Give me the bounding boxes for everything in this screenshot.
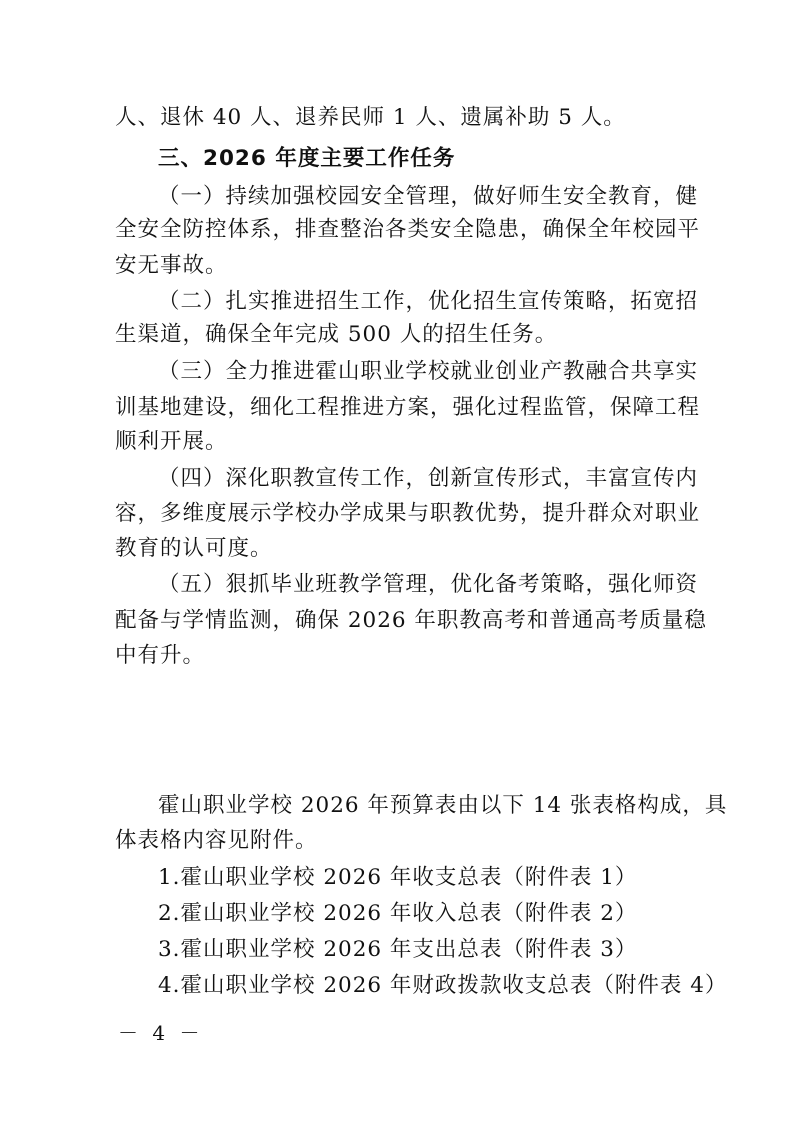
- body-text-line: 生渠道，确保全年完成 500 人的招生任务。: [115, 322, 558, 347]
- body-text-line: 人、退休 40 人、退养民师 1 人、遗属补助 5 人。: [115, 105, 626, 130]
- body-text-line: （三）全力推进霍山职业学校就业创业产教融合共享实: [158, 359, 699, 384]
- body-text-line: 教育的认可度。: [115, 536, 273, 561]
- body-text-line: 训基地建设，细化工程推进方案，强化过程监管，保障工程: [115, 395, 701, 420]
- attachment-list-item: 3.霍山职业学校 2026 年支出总表（附件表 3）: [158, 937, 638, 962]
- body-text-line: （五）狠抓毕业班教学管理，优化备考策略，强化师资: [158, 572, 699, 597]
- body-text-line: （四）深化职教宣传工作，创新宣传形式，丰富宣传内: [158, 466, 699, 491]
- body-text-line: 霍山职业学校 2026 年预算表由以下 14 张表格构成，具: [158, 793, 728, 818]
- attachment-list-item: 1.霍山职业学校 2026 年收支总表（附件表 1）: [158, 865, 638, 890]
- body-text-line: 配备与学情监测，确保 2026 年职教高考和普通高考质量稳: [115, 608, 707, 633]
- body-text-line: 体表格内容见附件。: [115, 828, 318, 853]
- body-text-line: 中有升。: [115, 643, 206, 668]
- section-heading: 三、2026 年度主要工作任务: [158, 146, 456, 171]
- body-text-line: 顺利开展。: [115, 429, 228, 454]
- attachment-list-item: 4.霍山职业学校 2026 年财政拨款收支总表（附件表 4）: [158, 973, 728, 998]
- body-text-line: 容，多维度展示学校办学成果与职教优势，提升群众对职业: [115, 501, 701, 526]
- attachment-list-item: 2.霍山职业学校 2026 年收入总表（附件表 2）: [158, 901, 638, 926]
- page-number: － 4 －: [118, 1021, 204, 1045]
- body-text-line: （一）持续加强校园安全管理，做好师生安全教育，健: [158, 184, 699, 209]
- body-text-line: （二）扎实推进招生工作，优化招生宣传策略，拓宽招: [158, 289, 699, 314]
- body-text-line: 安无事故。: [115, 253, 228, 278]
- body-text-line: 全安全防控体系，排查整治各类安全隐患，确保全年校园平: [115, 217, 701, 242]
